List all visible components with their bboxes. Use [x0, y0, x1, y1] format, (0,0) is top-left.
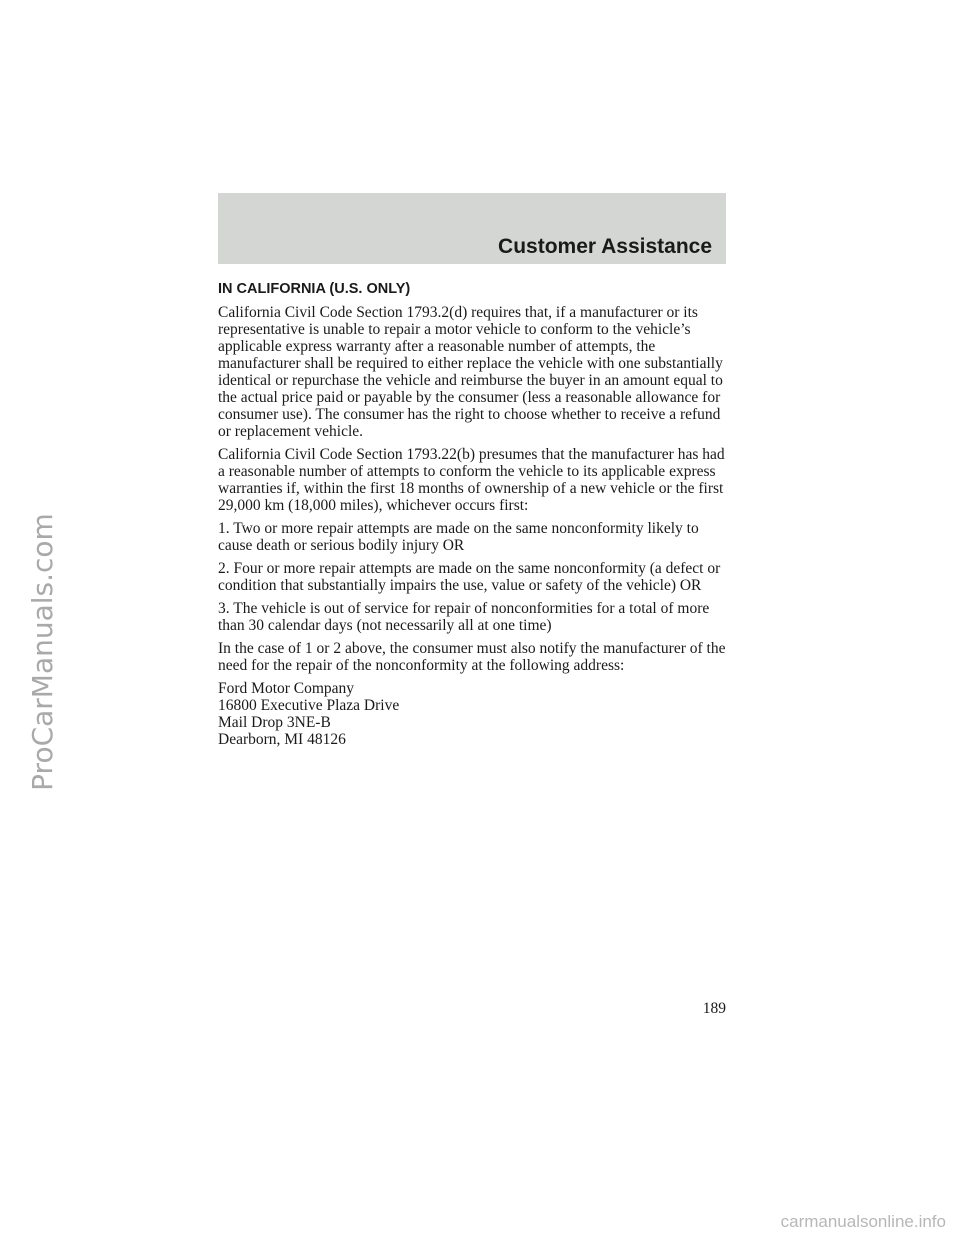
- paragraph-california-code-1793-2d: California Civil Code Section 1793.2(d) requires that, if a manufacturer or its representative is unable to repair a motor vehicle to conform to the vehicle’s applicable express warranty after a reasonable number of attempts, the manufacturer shall be required to either replace the vehicle with one substantially identical or repurchase the vehicle and reimburse the buyer in an amount equal to the actual price paid or payable by the consumer (less a reasonable allowance for consumer use). The consumer has the right to choose whether to receive a refund or replacement vehicle.: [218, 304, 723, 440]
- address-line: 16800 Executive Plaza Drive: [218, 697, 400, 714]
- list-item-1: 1. Two or more repair attempts are made on the same nonconformity likely to cause death or serious bodily injury OR: [218, 520, 699, 554]
- mailing-address: [218, 680, 730, 748]
- page-content: [218, 280, 730, 748]
- paragraph-california-code-1793-22b: California Civil Code Section 1793.22(b) presumes that the manufacturer has had a reasonable number of attempts to conform the vehicle to its applicable express warranties if, within the first 18 months of ownership of a new vehicle or the first 29,000 km (18,000 miles), whichever occurs first:: [218, 446, 725, 514]
- page-number: 189: [702, 1000, 726, 1017]
- section-title: Customer Assistance: [498, 235, 712, 258]
- address-line: Ford Motor Company: [218, 680, 355, 697]
- side-watermark-text: ProCarManuals.com: [26, 513, 59, 791]
- section-header-band: [218, 193, 726, 264]
- list-item-3: 3. The vehicle is out of service for repair of nonconformities for a total of more than 30 calendar days (not necessarily all at one time): [218, 600, 710, 634]
- list-item-2: 2. Four or more repair attempts are made on the same nonconformity (a defect or condition that substantially impairs the use, value or safety of the vehicle) OR: [218, 560, 721, 594]
- side-watermark: [23, 378, 63, 926]
- address-line: Mail Drop 3NE-B: [218, 714, 331, 731]
- section-heading: IN CALIFORNIA (U.S. ONLY): [218, 281, 411, 297]
- footer-watermark: carmanualsonline.info: [780, 1212, 946, 1231]
- paragraph-notify-manufacturer: In the case of 1 or 2 above, the consumer must also notify the manufacturer of the need for the repair of the nonconformity at the following address:: [218, 640, 726, 674]
- address-line: Dearborn, MI 48126: [218, 731, 346, 748]
